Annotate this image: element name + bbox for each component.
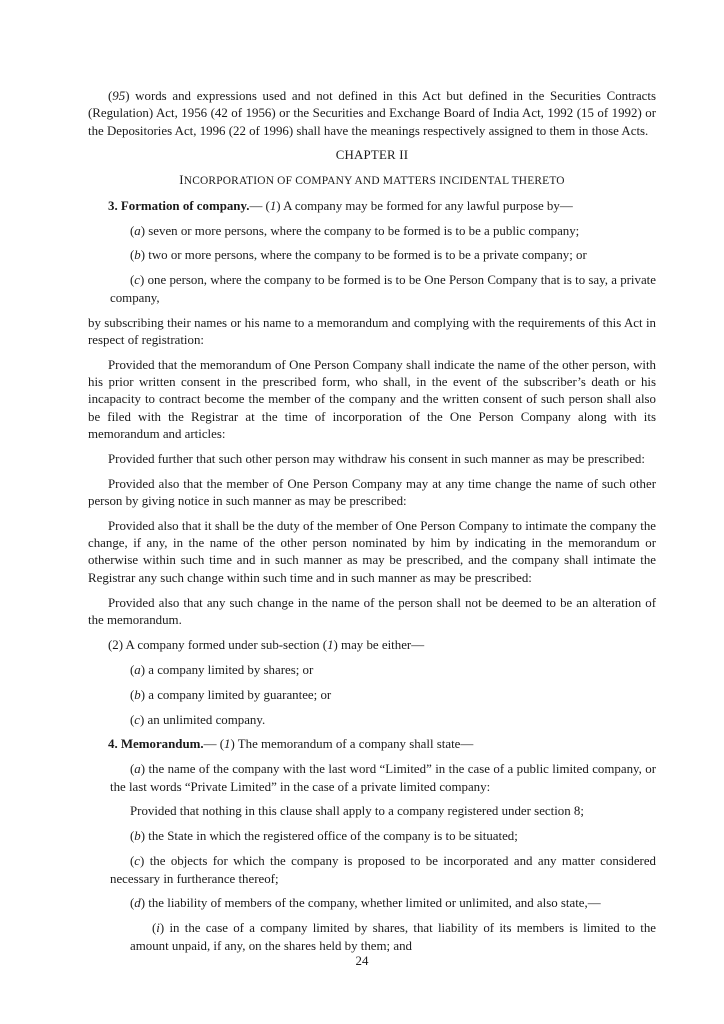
- proviso-4-a: Provided that nothing in this clause shall apply to a company registered under section 8;: [130, 804, 584, 819]
- page-number: 24: [355, 954, 369, 968]
- clause-4-b: (b) the State in which the registered office of the company is to be situated;: [130, 829, 518, 844]
- proviso-2: Provided further that such other person may withdraw his consent in such manner as may be prescribed:: [108, 451, 645, 466]
- clause-4-d: (d) the liability of members of the company, whether limited or unlimited, and also state,—: [130, 896, 601, 911]
- chapter-subtitle: INCORPORATION OF COMPANY AND MATTERS INCIDENTAL THERETO: [179, 172, 565, 187]
- clause-3-a: (a) seven or more persons, where the company to be formed is to be a public company;: [130, 223, 580, 238]
- proviso-4: Provided also that it shall be the duty of the member of One Person Company to intimate the company the change, if any, in the name of the other person nominated by him by indicating in the memorandum or otherwise within such time and in such manner as may be prescribed, and the company shall intimate the Registrar any such change within such time and in such manner as may be prescribed:: [88, 518, 656, 585]
- proviso-1: Provided that the memorandum of One Person Company shall indicate the name of the other person, with his prior written consent in the prescribed form, who shall, in the event of the subscriber’s death or his incapacity to contract become the member of the company and the written consent of such person shall also be filed with the Registrar at the time of incorporation of the One Person Company along with its memorandum and articles:: [88, 357, 656, 441]
- clause-3-2-a: (a) a company limited by shares; or: [130, 662, 314, 677]
- section-3-tail: by subscribing their names or his name to a memorandum and complying with the requirements of this Act in respect of registration:: [88, 315, 656, 347]
- document-page: [88, 88, 656, 963]
- proviso-3: Provided also that the member of One Person Company may at any time change the name of such other person by giving notice in such manner as may be prescribed:: [88, 476, 656, 508]
- section-3-intro: 3. Formation of company.— (1) A company may be formed for any lawful purpose by—: [108, 198, 573, 213]
- section-4-intro: 4. Memorandum.— (1) The memorandum of a company shall state—: [108, 737, 474, 752]
- clause-3-2-c: (c) an unlimited company.: [130, 712, 266, 727]
- section-4-heading: 4. Memorandum.: [108, 737, 204, 752]
- definition-95: (95) words and expressions used and not defined in this Act but defined in the Securities Contracts (Regulation) Act, 1956 (42 of 1956) or the Securities and Exchange Board of India Act, 1992 (15 of 1992) or the Depositories Act, 1996 (22 of 1996) shall have the meanings respectively assigned to them in those Acts.: [88, 89, 656, 138]
- clause-4-a: (a) the name of the company with the last word “Limited” in the case of a public limited company, or the last words “Private Limited” in the case of a private limited company:: [110, 762, 656, 794]
- clause-4-c: (c) the objects for which the company is proposed to be incorporated and any matter considered necessary in furtherance thereof;: [110, 854, 656, 886]
- clause-3-b: (b) two or more persons, where the company to be formed is to be a private company; or: [130, 248, 587, 263]
- clause-4-d-i: (i) in the case of a company limited by shares, that liability of its members is limited to the amount unpaid, if any, on the shares held by them; and: [130, 921, 656, 953]
- subsection-3-2: (2) A company formed under sub-section (1) may be either—: [108, 637, 425, 652]
- chapter-title: CHAPTER II: [335, 148, 409, 163]
- clause-3-c: (c) one person, where the company to be formed is to be One Person Company that is to say, a private company,: [110, 273, 656, 305]
- proviso-5: Provided also that any such change in the name of the person shall not be deemed to be an alteration of the memorandum.: [88, 595, 656, 627]
- clause-3-2-b: (b) a company limited by guarantee; or: [130, 687, 332, 702]
- section-3-heading: 3. Formation of company.: [108, 198, 250, 213]
